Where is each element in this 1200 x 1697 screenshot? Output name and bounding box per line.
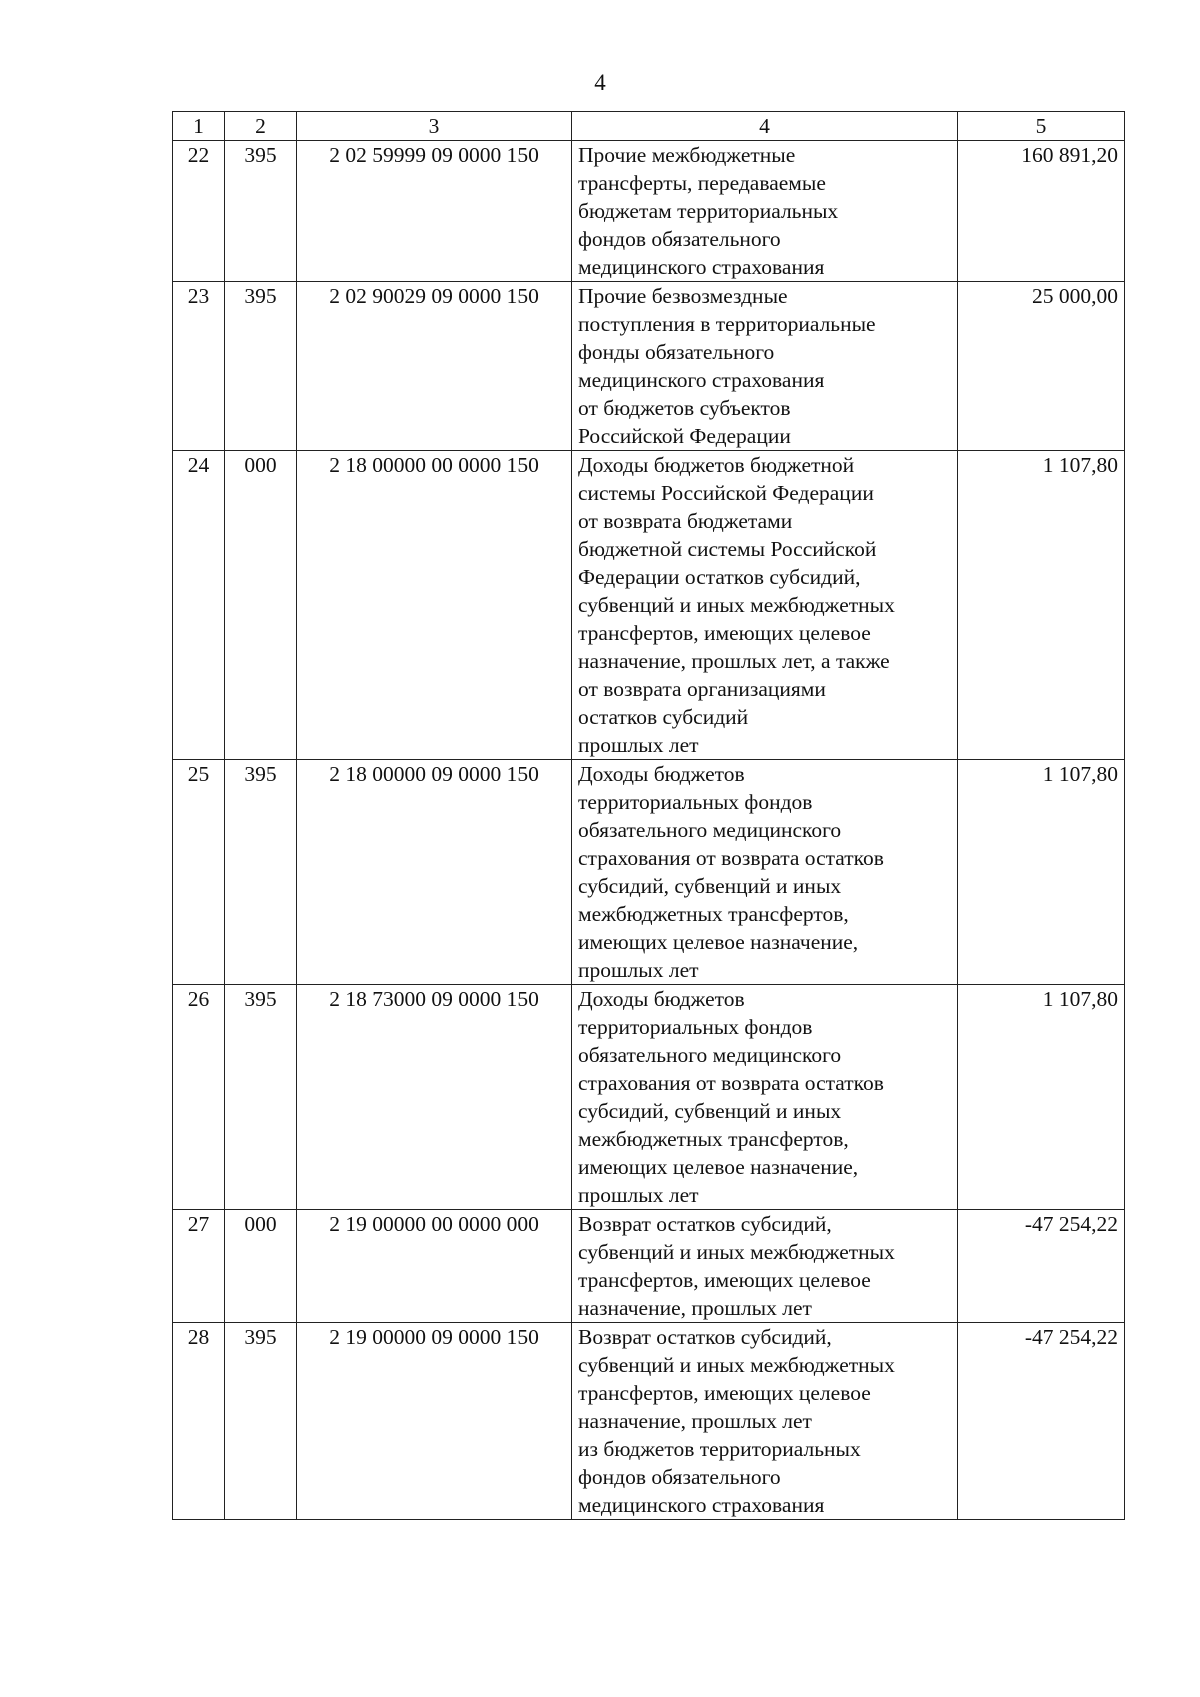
administrator-code-cell: 395 xyxy=(225,282,297,451)
revenue-name-line: трансфертов, имеющих целевое xyxy=(578,1381,871,1405)
revenue-name-cell xyxy=(572,141,958,282)
table-body xyxy=(173,112,1125,1520)
revenue-name-line: трансферты, передаваемые xyxy=(578,171,826,195)
row-number-cell: 22 xyxy=(173,141,225,282)
revenue-name-line: прошлых лет xyxy=(578,733,699,757)
table-row xyxy=(173,1323,1125,1520)
administrator-code-cell: 395 xyxy=(225,985,297,1210)
revenue-name-line: имеющих целевое назначение, xyxy=(578,930,859,954)
revenue-name-line: межбюджетных трансфертов, xyxy=(578,902,849,926)
budget-classification-code-cell: 2 19 00000 00 0000 000 xyxy=(297,1210,572,1323)
revenue-name-line: поступления в территориальные xyxy=(578,312,876,336)
row-number-cell: 26 xyxy=(173,985,225,1210)
revenue-name-line: субвенций и иных межбюджетных xyxy=(578,593,895,617)
revenue-name-line: от возврата организациями xyxy=(578,677,826,701)
revenue-name-line: Федерации остатков субсидий, xyxy=(578,565,861,589)
row-number-cell: 23 xyxy=(173,282,225,451)
revenue-name-line: прошлых лет xyxy=(578,1183,699,1207)
amount-cell: -47 254,22 xyxy=(958,1210,1125,1323)
column-header-2: 2 xyxy=(225,112,297,141)
revenue-name-line: территориальных фондов xyxy=(578,790,813,814)
revenue-name-line: медицинского страхования xyxy=(578,368,825,392)
row-number-cell: 25 xyxy=(173,760,225,985)
row-number-cell: 24 xyxy=(173,451,225,760)
revenue-name-line: субвенций и иных межбюджетных xyxy=(578,1353,895,1377)
revenue-name-line: фондов обязательного xyxy=(578,227,781,251)
budget-classification-code-cell: 2 18 00000 09 0000 150 xyxy=(297,760,572,985)
revenue-name-line: имеющих целевое назначение, xyxy=(578,1155,859,1179)
administrator-code-cell: 395 xyxy=(225,1323,297,1520)
revenue-name-line: страхования от возврата остатков xyxy=(578,846,884,870)
budget-revenue-table xyxy=(172,111,1125,1520)
administrator-code-cell: 395 xyxy=(225,141,297,282)
revenue-name-line: системы Российской Федерации xyxy=(578,481,874,505)
table-row xyxy=(173,282,1125,451)
revenue-name-line: назначение, прошлых лет, а также xyxy=(578,649,890,673)
revenue-name-line: фондов обязательного xyxy=(578,1465,781,1489)
revenue-name-line: из бюджетов территориальных xyxy=(578,1437,861,1461)
amount-cell: 1 107,80 xyxy=(958,451,1125,760)
column-number-header-row xyxy=(173,112,1125,141)
administrator-code-cell: 000 xyxy=(225,451,297,760)
revenue-name-line: Доходы бюджетов xyxy=(578,762,745,786)
table-row xyxy=(173,141,1125,282)
revenue-name-line: Возврат остатков субсидий, xyxy=(578,1212,832,1236)
revenue-name-line: субвенций и иных межбюджетных xyxy=(578,1240,895,1264)
revenue-name-line: назначение, прошлых лет xyxy=(578,1296,812,1320)
revenue-name-line: от бюджетов субъектов xyxy=(578,396,791,420)
budget-classification-code-cell: 2 18 00000 00 0000 150 xyxy=(297,451,572,760)
revenue-name-cell xyxy=(572,760,958,985)
revenue-name-line: Возврат остатков субсидий, xyxy=(578,1325,832,1349)
table-row xyxy=(173,451,1125,760)
revenue-name-line: межбюджетных трансфертов, xyxy=(578,1127,849,1151)
column-header-3: 3 xyxy=(297,112,572,141)
revenue-name-line: обязательного медицинского xyxy=(578,1043,842,1067)
revenue-name-line: остатков субсидий xyxy=(578,705,749,729)
budget-classification-code-cell: 2 18 73000 09 0000 150 xyxy=(297,985,572,1210)
table-row xyxy=(173,985,1125,1210)
revenue-name-line: Прочие межбюджетные xyxy=(578,143,796,167)
page-number: 4 xyxy=(594,70,606,95)
revenue-name-cell xyxy=(572,451,958,760)
revenue-name-line: Прочие безвозмездные xyxy=(578,284,788,308)
column-header-5: 5 xyxy=(958,112,1125,141)
revenue-name-line: обязательного медицинского xyxy=(578,818,842,842)
column-header-1: 1 xyxy=(173,112,225,141)
revenue-name-line: бюджетной системы Российской xyxy=(578,537,877,561)
revenue-name-line: территориальных фондов xyxy=(578,1015,813,1039)
revenue-name-cell xyxy=(572,1210,958,1323)
revenue-name-cell xyxy=(572,282,958,451)
amount-cell: -47 254,22 xyxy=(958,1323,1125,1520)
revenue-name-line: назначение, прошлых лет xyxy=(578,1409,812,1433)
row-number-cell: 28 xyxy=(173,1323,225,1520)
administrator-code-cell: 395 xyxy=(225,760,297,985)
column-header-4: 4 xyxy=(572,112,958,141)
revenue-name-line: фонды обязательного xyxy=(578,340,775,364)
revenue-name-line: страхования от возврата остатков xyxy=(578,1071,884,1095)
revenue-name-line: трансфертов, имеющих целевое xyxy=(578,621,871,645)
amount-cell: 25 000,00 xyxy=(958,282,1125,451)
revenue-name-cell xyxy=(572,1323,958,1520)
revenue-name-line: от возврата бюджетами xyxy=(578,509,793,533)
amount-cell: 1 107,80 xyxy=(958,985,1125,1210)
row-number-cell: 27 xyxy=(173,1210,225,1323)
table-row xyxy=(173,1210,1125,1323)
revenue-name-line: медицинского страхования xyxy=(578,255,825,279)
amount-cell: 1 107,80 xyxy=(958,760,1125,985)
budget-classification-code-cell: 2 02 90029 09 0000 150 xyxy=(297,282,572,451)
revenue-name-line: бюджетам территориальных xyxy=(578,199,839,223)
budget-classification-code-cell: 2 02 59999 09 0000 150 xyxy=(297,141,572,282)
table-row xyxy=(173,760,1125,985)
revenue-name-line: прошлых лет xyxy=(578,958,699,982)
revenue-name-line: субсидий, субвенций и иных xyxy=(578,1099,842,1123)
revenue-name-cell xyxy=(572,985,958,1210)
administrator-code-cell: 000 xyxy=(225,1210,297,1323)
revenue-name-line: Российской Федерации xyxy=(578,424,791,448)
amount-cell: 160 891,20 xyxy=(958,141,1125,282)
revenue-name-line: трансфертов, имеющих целевое xyxy=(578,1268,871,1292)
revenue-name-line: Доходы бюджетов xyxy=(578,987,745,1011)
revenue-name-line: медицинского страхования xyxy=(578,1493,825,1517)
budget-classification-code-cell: 2 19 00000 09 0000 150 xyxy=(297,1323,572,1520)
revenue-name-line: Доходы бюджетов бюджетной xyxy=(578,453,855,477)
revenue-name-line: субсидий, субвенций и иных xyxy=(578,874,842,898)
